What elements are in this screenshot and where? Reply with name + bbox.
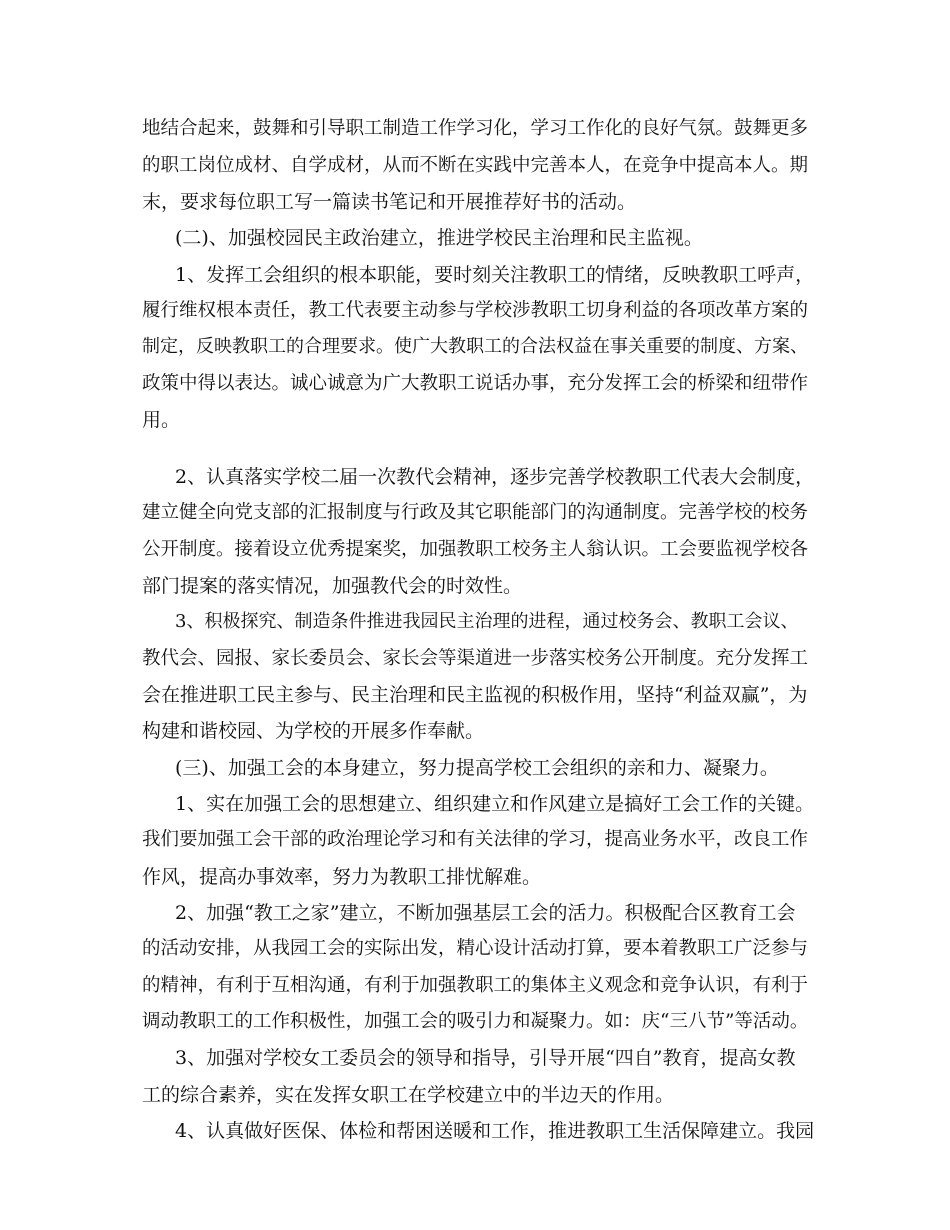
text-line: 地结合起来，鼓舞和引导职工制造工作学习化，学习工作化的良好气氛。鼓舞更多 [142,118,809,139]
text-line: 作风，提高办事效率，努力为教职工排忧解难。 [142,866,542,888]
text-line: 的精神，有利于互相沟通，有利于加强教职工的集体主义观念和竞争认识，有利于 [142,975,809,996]
text-line: 教代会、园报、家长委员会、家长会等渠道进一步落实校务公开制度。充分发挥工 [142,648,809,669]
text-line: 1、实在加强工会的思想建立、组织建立和作风建立是搞好工会工作的关键。 [175,793,815,815]
text-line: 的活动安排，从我园工会的实际出发，精心设计活动打算，要本着教职工广泛参与 [142,938,809,959]
text-line: 2、认真落实学校二届一次教代会精神，逐步完善学校教职工代表大会制度， [175,466,815,488]
text-line: 履行维权根本责任，教工代表要主动参与学校涉教职工切身利益的各项改革方案的 [142,300,809,321]
text-line: 政策中得以表达。诚心诚意为广大教职工说话办事，充分发挥工会的桥梁和纽带作 [142,373,809,394]
text-line: 用。 [142,409,181,431]
section-heading: (二)、加强校园民主政治建立，推进学校民主治理和民主监视。 [175,227,703,249]
text-line: 公开制度。接着设立优秀提案奖，加强教职工校务主人翁认识。工会要监视学校各 [142,539,809,560]
text-line: 建立健全向党支部的汇报制度与行政及其它职能部门的沟通制度。完善学校的校务 [142,502,809,523]
text-line: 末，要求每位职工写一篇读书笔记和开展推荐好书的活动。 [142,191,637,213]
text-line: 的职工岗位成材、自学成材，从而不断在实践中完善本人，在竞争中提高本人。期 [142,155,809,176]
text-line: 调动教职工的工作积极性，加强工会的吸引力和凝聚力。如：庆“三八节”等活动。 [142,1011,809,1032]
text-line: 制定，反映教职工的合理要求。使广大教职工的合法权益在事关重要的制度、方案、 [142,336,808,357]
text-line: 1、发挥工会组织的根本职能，要时刻关注教职工的情绪，反映教职工呼声， [175,264,815,286]
text-line: 会在推进职工民主参与、民主治理和民主监视的积极作用，坚持“利益双赢”，为 [142,684,808,706]
text-line: 4、认真做好医保、体检和帮困送暖和工作，推进教职工生活保障建立。我园 [175,1120,815,1142]
text-line: 部门提案的落实情况，加强教代会的时效性。 [142,575,523,597]
text-line: 2、加强“教工之家”建立，不断加强基层工会的活力。积极配合区教育工会 [175,902,796,924]
text-line: 3、积极探究、制造条件推进我园民主治理的进程，通过校务会、教职工会议、 [175,611,799,632]
text-line: 工的综合素养，实在发挥女职工在学校建立中的半边天的作用。 [142,1084,675,1106]
section-heading: (三)、加强工会的本身建立，努力提高学校工会组织的亲和力、凝聚力。 [175,757,779,779]
text-line: 3、加强对学校女工委员会的领导和指导，引导开展“四自”教育，提高女教 [175,1047,796,1069]
text-line: 构建和谐校园、为学校的开展多作奉献。 [142,720,485,742]
text-line: 我们要加强工会干部的政治理论学习和有关法律的学习，提高业务水平，改良工作 [142,829,809,850]
